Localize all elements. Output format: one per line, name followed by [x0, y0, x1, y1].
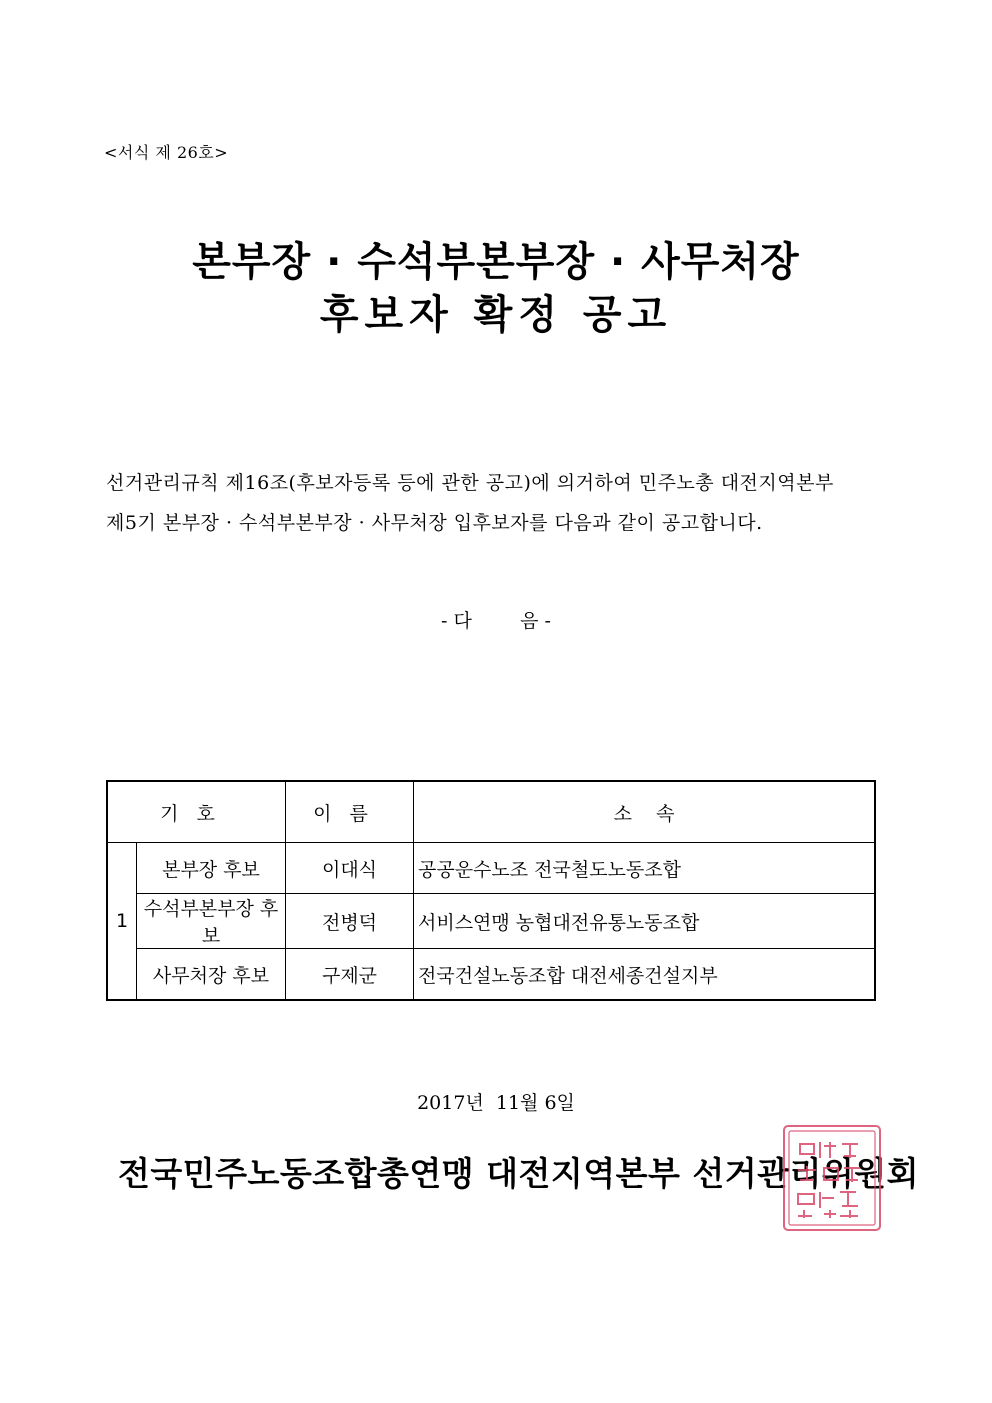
table-row	[107, 894, 875, 949]
candidate-position: 사무처장 후보	[137, 949, 286, 1001]
candidate-name: 전병덕	[286, 894, 414, 949]
header-name: 이름	[286, 781, 414, 843]
document-title-line1: 본부장 · 수석부본부장 · 사무처장	[192, 239, 800, 285]
document-title-line2: 후보자 확정 공고	[319, 292, 673, 338]
candidate-table	[106, 780, 876, 1001]
table-header-row	[107, 781, 875, 843]
group-number: 1	[107, 843, 137, 1001]
form-number: <서식 제 26호>	[104, 143, 229, 162]
candidate-affiliation: 전국건설노동조합 대전세종건설지부	[414, 949, 876, 1001]
candidate-position: 본부장 후보	[137, 843, 286, 894]
candidate-affiliation: 서비스연맹 농협대전유통노동조합	[414, 894, 876, 949]
header-affiliation: 소 속	[414, 781, 876, 843]
candidate-position: 수석부본부장 후보	[137, 894, 286, 949]
candidate-affiliation: 공공운수노조 전국철도노동조합	[414, 843, 876, 894]
table-row	[107, 949, 875, 1001]
announcement-date: 2017년 11월 6일	[417, 1092, 575, 1114]
official-seal-stamp	[780, 1122, 884, 1234]
candidate-name: 이대식	[286, 843, 414, 894]
issuer-name: 전국민주노동조합총연맹 대전지역본부 선거관리위원회	[118, 1154, 920, 1193]
candidate-name: 구제군	[286, 949, 414, 1001]
section-label: - 다 음 -	[441, 610, 551, 632]
table-row	[107, 843, 875, 894]
header-symbol: 기호	[107, 781, 286, 843]
body-paragraph-line1: 선거관리규칙 제16조(후보자등록 등에 관한 공고)에 의거하여 민주노총 대전지역본부	[106, 472, 834, 494]
body-paragraph-line2: 제5기 본부장 · 수석부본부장 · 사무처장 입후보자를 다음과 같이 공고합니다.	[106, 512, 763, 534]
